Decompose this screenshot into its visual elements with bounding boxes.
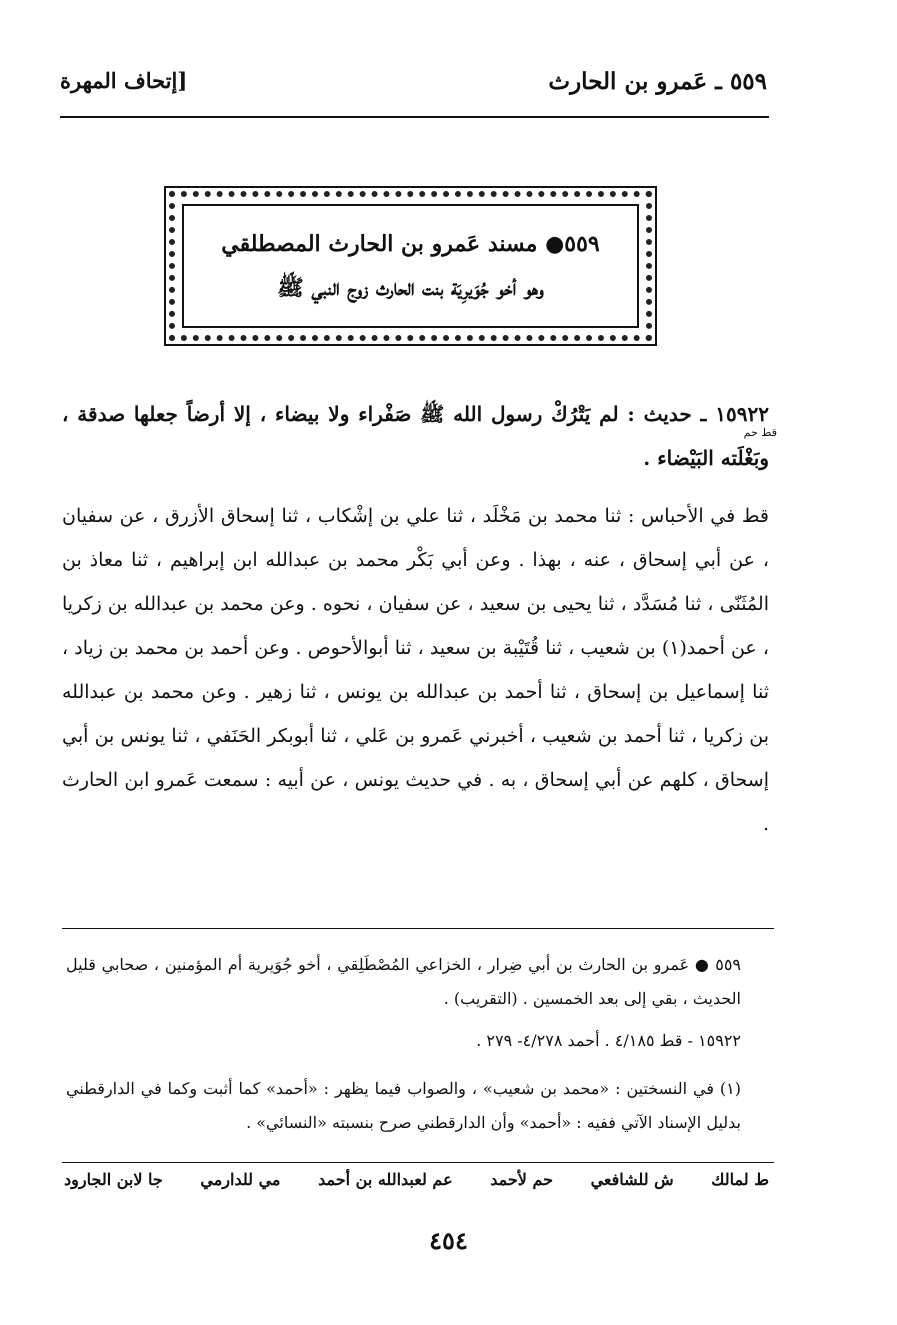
section-title-frame [164,186,657,346]
abbr-item: عم لعبدالله بن أحمد [318,1170,453,1189]
footnote-rule [62,928,774,929]
header-rule [60,116,769,118]
section-title-box [182,204,639,328]
abbr-item: مي للدارمي [200,1170,281,1189]
abbr-item: جا لابن الجارود [64,1170,163,1189]
abbr-item: ش للشافعي [590,1170,674,1189]
isnad-paragraph: قط في الأحباس : ثنا محمد بن مَخْلَد ، ثنا علي بن إشْكاب ، ثنا إسحاق الأزرق ، عن سفيان ، عن أبي إسحاق ، عنه ، بهذا . وعن أبي بَكْر محمد بن عبدالله ابن إبراهيم ، ثنا معاذ بن المُثَنّى ، ثنا مُسَدَّد ، ثنا يحيى بن سعيد ، عن سفيان ، نحوه . وعن محمد بن عبدالله بن زكريا ، عن أحمد(١) بن شعيب ، ثنا قُتَيْبة بن سعيد ، ثنا أبوالأحوص . وعن أحمد بن محمد بن زياد ، ثنا إسماعيل بن إسحاق ، ثنا أحمد بن عبدالله بن يونس ، ثنا زهير . وعن محمد بن عبدالله بن زكريا ، ثنا أحمد بن شعيب ، أخبرني عَمرو بن عَلي ، ثنا أبوبكر الحَنَفي ، ثنا يونس بن أبي إسحاق ، كلهم عن أبي إسحاق ، به . في حديث يونس ، عن أبيه : سمعت عَمرو ابن الحارث . [62,505,769,835]
abbr-item: ط لمالك [711,1170,769,1189]
section-title: ٥٥٩● مسند عَمرو بن الحارث المصطلقي [221,231,600,257]
footnote-references: ١٥٩٢٢ - قط ٤/١٨٥ . أحمد ٤/٢٧٨- ٢٧٩ . [476,1031,741,1050]
abbreviations-rule [62,1162,774,1163]
footnote-1: (١) في النسختين : «محمد بن شعيب» ، والصواب فيما يظهر : «أحمد» كما أثبت وكما في الدارقطني بدليل الإسناد الآتي ففيه : «أحمد» وأن الدارقطني صرح بنسبته «النسائي» . [66,1079,741,1132]
page-number: ٤٥٤ [429,1226,468,1255]
source-marker: قط حم [743,426,777,439]
hadith-text: ١٥٩٢٢ ـ حديث : لم يَتْرُكْ رسول الله ﷺ صَفْراء ولا بيضاء ، إلا أرضاً جعلها صدقة ، وبَغْلَته البَيْضاء . [62,402,769,470]
footnote-biography: ٥٥٩ ● عَمرو بن الحارث بن أبي ضِرار ، الخزاعي المُصْطَلِقي ، أخو جُوَيرية أم المؤمنين ، صحابي قليل الحديث ، بقي إلى بعد الخمسين . (التقريب) . [66,955,742,1008]
running-header-book: [إتحاف المهرة [60,68,188,93]
abbr-item: حم لأحمد [490,1170,553,1189]
abbreviations-legend [64,1170,769,1189]
section-subtitle: وهو أخو جُوَيرِيَة بنت الحارث زوج النبي ﷺ [277,275,544,301]
running-header-section: ٥٥٩ ـ عَمرو بن الحارث [548,68,767,95]
